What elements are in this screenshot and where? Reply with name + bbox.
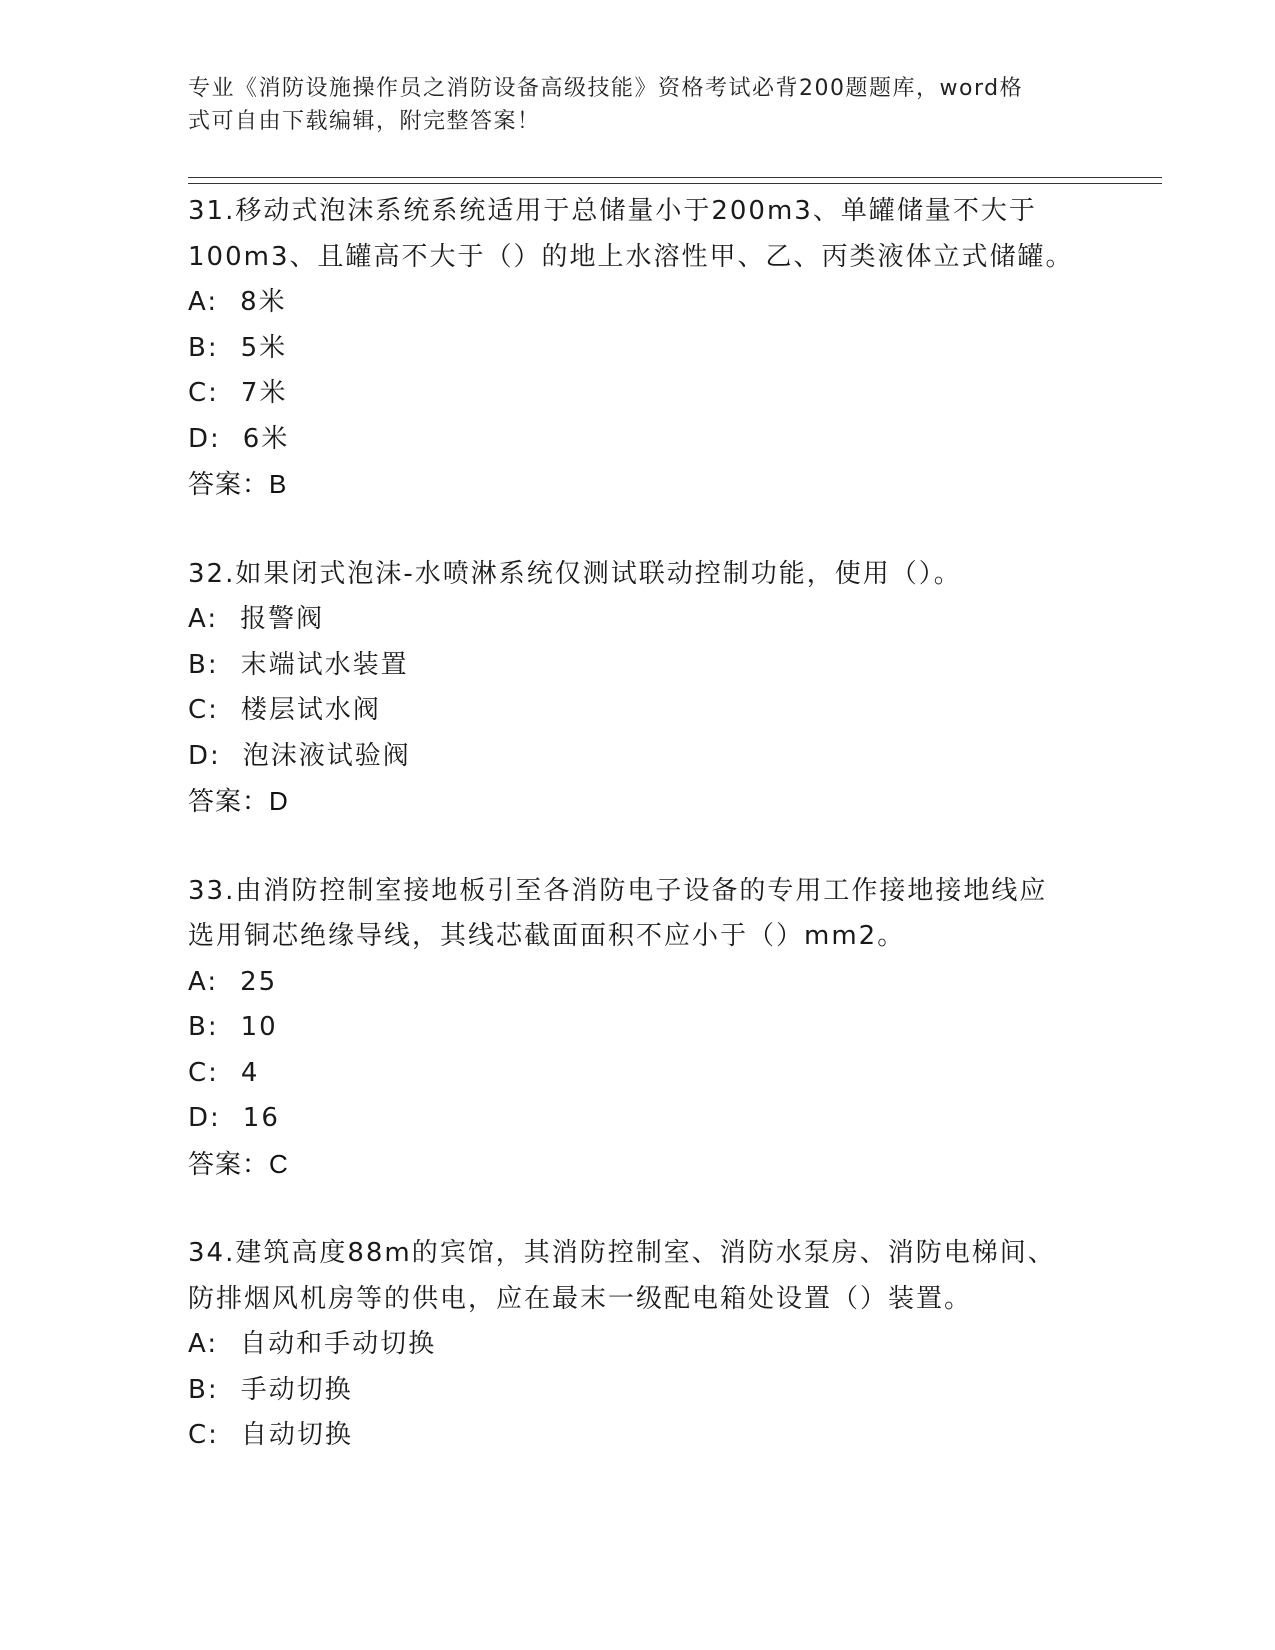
question-31-option-a: A: 8米 [188,287,287,317]
question-34-option-c: C: 自动切换 [188,1420,353,1450]
question-33 [188,869,1148,1188]
question-34-option-b: B: 手动切换 [188,1374,353,1405]
question-32-option-b: B: 末端试水装置 [188,649,409,680]
question-list [188,189,1148,1459]
header-divider-top [188,177,1162,178]
question-31-answer: 答案：B [188,469,288,499]
question-31-stem-line-2: 100m3、且罐高不大于（）的地上水溶性甲、乙、丙类液体立式储罐。 [188,241,1074,272]
question-31-option-c: C: 7米 [188,378,288,408]
question-31-option-d: D: 6米 [188,423,290,454]
question-31-option-b: B: 5米 [188,332,288,363]
question-33-option-b: B: 10 [188,1012,278,1042]
question-32-option-c: C: 楼层试水阀 [188,695,381,725]
question-34-stem-line-2: 防排烟风机房等的供电，应在最末一级配电箱处设置（）装置。 [188,1283,973,1314]
question-33-option-c: C: 4 [188,1057,260,1088]
question-33-stem-line-2: 选用铜芯绝缘导线，其线芯截面面积不应小于（）mm2。 [188,921,906,951]
header-line-2: 式可自由下载编辑，附完整答案！ [188,109,541,134]
question-33-option-a: A: 25 [188,966,278,997]
question-31-stem-line-1: 31.移动式泡沫系统系统适用于总储量小于200m3、单罐储量不大于 [188,196,1037,226]
question-33-answer: 答案：C [188,1148,289,1179]
question-34-option-a: A: 自动和手动切换 [188,1329,437,1359]
question-34-stem-line-1: 34.建筑高度88m的宾馆，其消防控制室、消防水泵房、消防电梯间、 [188,1238,1056,1268]
question-33-option-d: D: 16 [188,1103,280,1133]
document-header [188,72,1088,138]
question-32-stem-line-1: 32.如果闭式泡沫-水喷淋系统仅测试联动控制功能，使用（）。 [188,558,962,589]
question-31 [188,189,1148,508]
question-32-answer: 答案：D [188,786,289,816]
question-32-option-d: D: 泡沫液试验阀 [188,740,411,771]
header-divider-bottom [188,183,1162,184]
question-32-option-a: A: 报警阀 [188,604,325,634]
question-33-stem-line-1: 33.由消防控制室接地板引至各消防电子设备的专用工作接地接地线应 [188,875,1048,906]
question-34 [188,1231,1148,1459]
header-line-1: 专业《消防设施操作员之消防设备高级技能》资格考试必背200题题库，word格 [188,76,1024,101]
question-32 [188,552,1148,825]
